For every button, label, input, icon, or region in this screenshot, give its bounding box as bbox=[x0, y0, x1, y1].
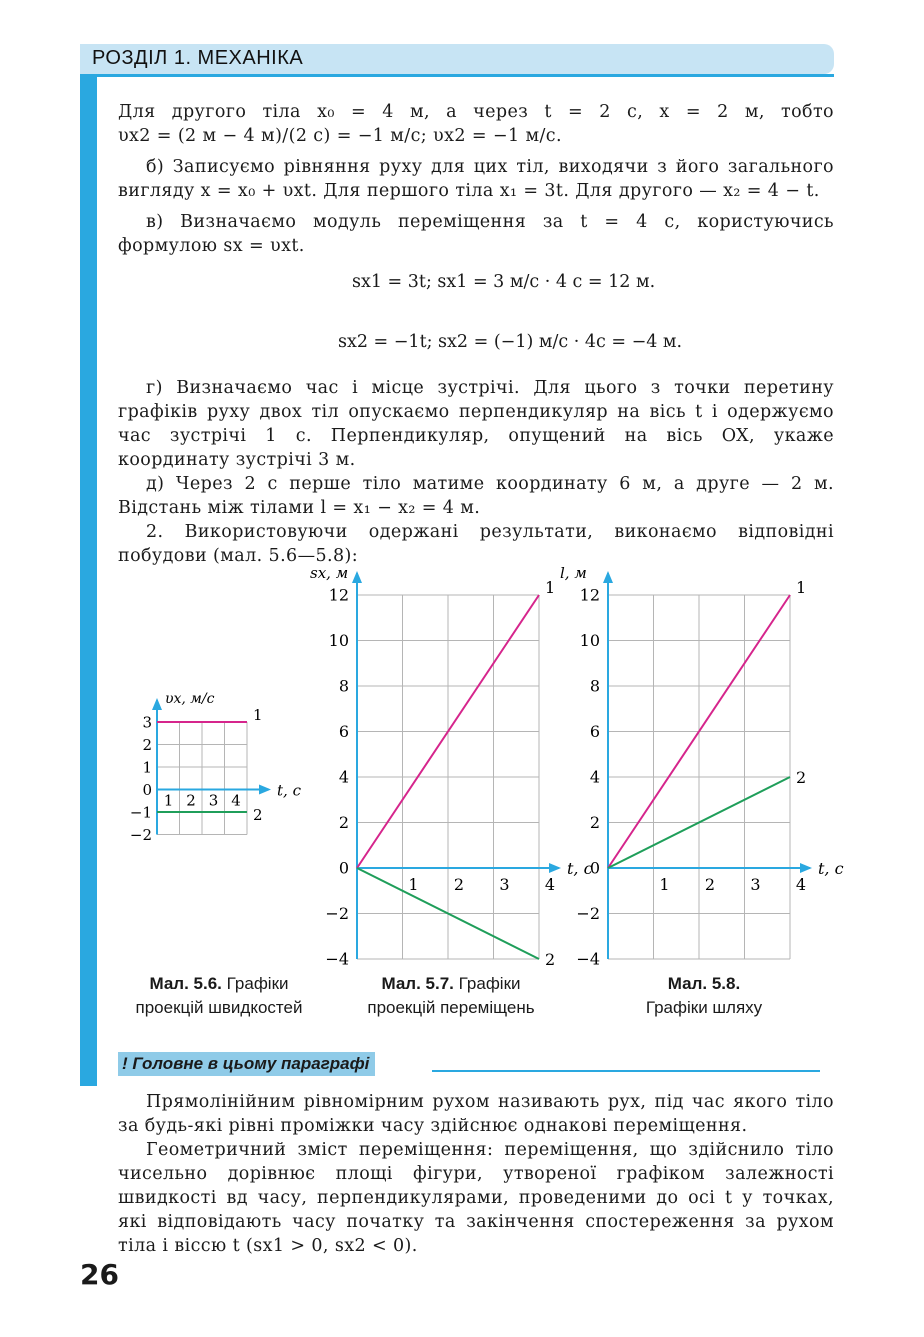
y-axis-arrow bbox=[603, 571, 613, 583]
y-tick-label: 4 bbox=[589, 767, 600, 787]
x-tick-label: 3 bbox=[499, 875, 510, 894]
y-tick-label: −4 bbox=[576, 949, 600, 969]
y-tick-label: −2 bbox=[325, 904, 349, 924]
y-axis-arrow bbox=[152, 698, 162, 710]
formula-sx2: sx2 = −1t; sx2 = (−1) м/с · 4с = −4 м. bbox=[338, 332, 683, 352]
y-axis-label: l, м bbox=[560, 564, 587, 582]
paragraph-g bbox=[118, 376, 834, 472]
y-tick-label: 2 bbox=[142, 735, 152, 754]
x-tick-label: 4 bbox=[231, 791, 241, 810]
paragraph-d bbox=[118, 472, 834, 520]
x-tick-label: 3 bbox=[750, 875, 761, 894]
y-tick-label: 8 bbox=[589, 676, 600, 696]
summary-p2: Геометричний зміст переміщення: переміщення, що здійснило тіло чисельно дорівнює площі фігури, утвореної графіком залежності швидкості вд часу, перпендикулярами, проведеними до осі t у точках, які відповідають часу початку та закінчення спостереження за рухом тіла і віссю t (sx1 > 0, sx2 < 0). bbox=[118, 1140, 834, 1256]
y-tick-label: −1 bbox=[129, 803, 152, 822]
para-b-text: б) Записуємо рівняння руху для цих тіл, виходячи з його загального вигляду x = x₀ + υxt. Для першого тіла x₁ = 3t. Для другого — x₂ = 4 − t. bbox=[118, 157, 834, 201]
y-tick-label: 0 bbox=[142, 780, 152, 799]
path-graph bbox=[560, 560, 860, 975]
y-tick-label: 12 bbox=[579, 585, 600, 605]
x-axis-label: t, с bbox=[818, 859, 844, 878]
y-tick-label: 2 bbox=[338, 813, 349, 833]
series-label-2: 2 bbox=[545, 950, 556, 969]
x-tick-label: 2 bbox=[453, 875, 465, 894]
x-tick-label: 1 bbox=[659, 875, 670, 894]
caption-fig-5-8 bbox=[598, 972, 810, 1020]
summary-paragraph-1 bbox=[118, 1090, 834, 1138]
x-tick-label: 1 bbox=[163, 791, 174, 810]
paragraph-b bbox=[118, 155, 834, 203]
x-axis-label: t, с bbox=[277, 781, 301, 800]
x-axis-label: t, с bbox=[567, 859, 593, 878]
left-accent-bar bbox=[80, 74, 97, 1086]
series-label-1: 1 bbox=[545, 578, 556, 597]
caption-fig-5-6 bbox=[113, 972, 325, 1020]
series-label-2: 2 bbox=[253, 806, 263, 824]
caption-5-8-line2: Графіки шляху bbox=[645, 998, 763, 1017]
y-tick-label: 6 bbox=[589, 722, 600, 742]
series-label-2: 2 bbox=[796, 768, 807, 787]
y-tick-label: 10 bbox=[579, 631, 600, 651]
y-tick-label: 1 bbox=[142, 758, 152, 777]
x-tick-label: 1 bbox=[408, 875, 419, 894]
caption-5-8-bold: Мал. 5.8. bbox=[667, 974, 741, 993]
summary-heading: ! Головне в цьому параграфі bbox=[118, 1052, 375, 1076]
y-tick-label: 4 bbox=[338, 767, 349, 787]
displacement-graph bbox=[300, 560, 600, 975]
velocity-graph bbox=[125, 685, 315, 850]
y-tick-label: 0 bbox=[589, 858, 600, 878]
y-tick-label: −4 bbox=[325, 949, 349, 969]
header-underline bbox=[80, 74, 834, 77]
x-axis-arrow bbox=[800, 863, 812, 873]
para-v-text: в) Визначаємо модуль переміщення за t = 4 с, користуючись формулою sx = υxt. bbox=[118, 212, 834, 256]
series-label-1: 1 bbox=[253, 706, 263, 724]
y-axis-label: υx, м/с bbox=[165, 691, 215, 707]
caption-5-6-rest: Графіки bbox=[226, 974, 289, 993]
y-tick-label: 12 bbox=[328, 585, 349, 605]
x-tick-label: 2 bbox=[186, 791, 196, 810]
para-g-text: г) Визначаємо час і місце зустрічі. Для цього з точки перетину графіків руху двох тіл опускаємо перпендикуляр на вісь t і одержуємо час зустрічі 1 с. Перпендикуляр, опущений на вісь OX, укаже координату зустрічі 3 м. bbox=[118, 378, 834, 470]
y-tick-label: 10 bbox=[328, 631, 349, 651]
x-tick-label: 4 bbox=[795, 875, 807, 894]
summary-heading-rule bbox=[432, 1070, 820, 1072]
y-axis-arrow bbox=[352, 571, 362, 583]
y-tick-label: 6 bbox=[338, 722, 349, 742]
summary-p1: Прямолінійним рівномірним рухом називають рух, під час якого тіло за будь-які рівні проміжки часу здійснює однакові переміщення. bbox=[118, 1092, 834, 1136]
series-label-1: 1 bbox=[796, 578, 807, 597]
caption-5-6-bold: Мал. 5.6. bbox=[149, 974, 222, 993]
paragraph-second-body bbox=[118, 100, 834, 148]
section-title: РОЗДІЛ 1. МЕХАНІКА bbox=[92, 47, 304, 69]
caption-fig-5-7 bbox=[345, 972, 557, 1020]
para1-line1: Для другого тіла x₀ = 4 м, а через t = 2 с, x = 2 м, тобто bbox=[118, 102, 834, 122]
y-tick-label: 3 bbox=[142, 713, 152, 732]
y-tick-label: 2 bbox=[589, 813, 600, 833]
para1-line2: υx2 = (2 м − 4 м)/(2 с) = −1 м/с; υx2 = −1 м/с. bbox=[118, 126, 562, 146]
para-2-text: 2. Використовуючи одержані результати, виконаємо відповідні побудови (мал. 5.6—5.8): bbox=[118, 522, 834, 566]
caption-5-7-bold: Мал. 5.7. bbox=[381, 974, 454, 993]
page-number: 26 bbox=[80, 1258, 119, 1291]
y-tick-label: 0 bbox=[338, 858, 349, 878]
caption-5-6-line2: проекцій швидкостей bbox=[135, 998, 303, 1017]
caption-5-7-rest: Графіки bbox=[458, 974, 521, 993]
x-tick-label: 4 bbox=[544, 875, 556, 894]
y-tick-label: 8 bbox=[338, 676, 349, 696]
x-axis-arrow bbox=[259, 785, 271, 795]
summary-paragraph-2 bbox=[118, 1138, 834, 1258]
x-tick-label: 2 bbox=[704, 875, 716, 894]
para-d-text: д) Через 2 с перше тіло матиме координату 6 м, а друге — 2 м. Відстань між тілами l = x₁ − x₂ = 4 м. bbox=[118, 474, 834, 518]
x-tick-label: 3 bbox=[208, 791, 219, 810]
paragraph-v bbox=[118, 210, 834, 258]
formula-sx1: sx1 = 3t; sx1 = 3 м/с · 4 с = 12 м. bbox=[352, 272, 656, 292]
y-axis-label: sx, м bbox=[310, 564, 349, 582]
y-tick-label: −2 bbox=[576, 904, 600, 924]
caption-5-7-line2: проекцій переміщень bbox=[367, 998, 535, 1017]
y-tick-label: −2 bbox=[129, 825, 152, 844]
